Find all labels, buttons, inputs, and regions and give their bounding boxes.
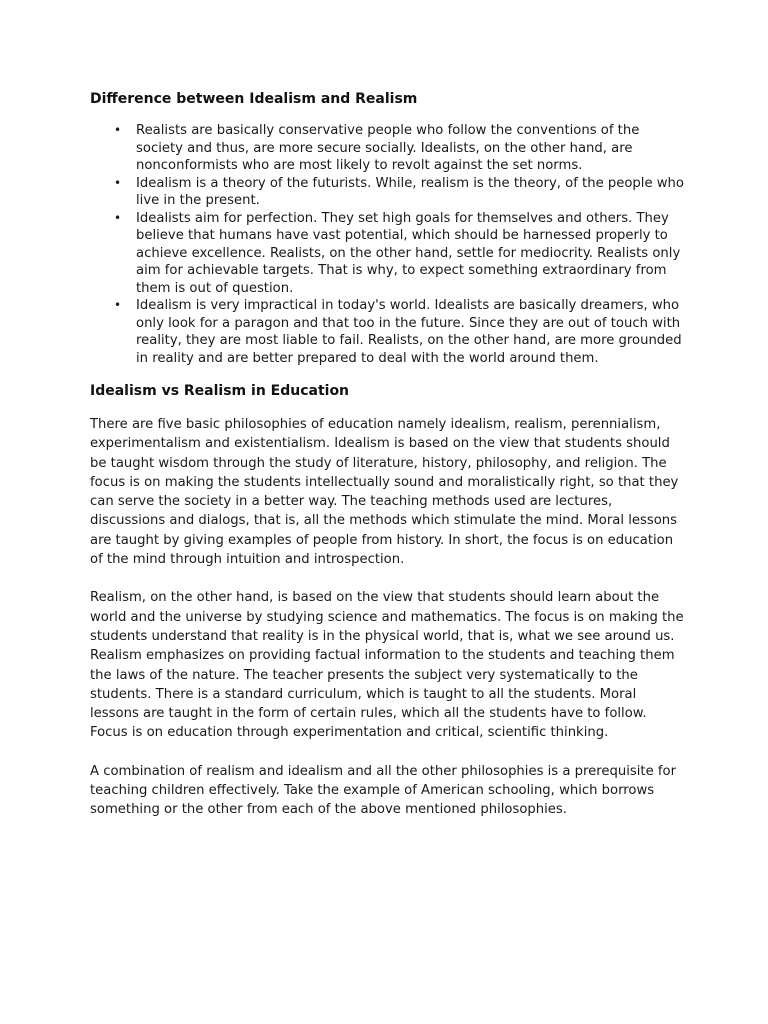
bullet-item xyxy=(114,122,686,175)
section-heading-difference: Difference between Idealism and Realism xyxy=(90,91,418,107)
bullet-dot-icon: • xyxy=(114,123,122,137)
bullet-text: Idealists aim for perfection. They set high goals for themselves and others. They believe that humans have vast potential, which should be harnessed properly to achieve excellence. Realists, on the other hand, settle for mediocrity. Realists only aim for achievable targets. That is why, to expect something extraordinary from them is out of question. xyxy=(136,210,681,296)
paragraph-combination: A combination of realism and idealism and all the other philosophies is a prerequisite for teaching children effectively. Take the example of American schooling, which borrows something or the other from each of the above mentioned philosophies. xyxy=(90,763,677,818)
bullet-item xyxy=(114,297,686,367)
bullet-dot-icon: • xyxy=(114,175,122,190)
bullet-text: Idealism is very impractical in today's world. Idealists are basically dreamers, who only look for a paragon and that too in the future. Since they are out of touch with reality, they are most liable to fail. Realists, on the other hand, are more grounded in reality and are better prepared to deal with the world around them. xyxy=(136,298,682,366)
document-page xyxy=(90,89,686,839)
difference-bullet-list xyxy=(90,122,686,367)
bullet-text: Idealism is a theory of the futurists. While, realism is the theory, of the people who live in the present. xyxy=(136,175,684,208)
paragraph-realism: Realism, on the other hand, is based on the view that students should learn about the world and the universe by studying science and mathematics. The focus is on making the students understand that reality is in the physical world, that is, what we see around us. Realism emphasizes on providing factual information to the students and teaching them the laws of the nature. The teacher presents the subject very systematically to the students. There is a standard curriculum, which is taught to all the students. Moral lessons are taught in the form of certain rules, which all the students have to follow. Focus is on education through experimentation and critical, scientific thinking. xyxy=(90,590,684,741)
bullet-text: Realists are basically conservative people who follow the conventions of the society and thus, are more secure socially. Idealists, on the other hand, are nonconformists who are most likely to revolt against the set norms. xyxy=(136,123,640,173)
bullet-dot-icon: • xyxy=(114,210,122,225)
bullet-dot-icon: • xyxy=(114,298,122,312)
bullet-item xyxy=(114,175,686,210)
section-heading-education: Idealism vs Realism in Education xyxy=(90,383,350,399)
paragraph-idealism: There are five basic philosophies of education namely idealism, realism, perennialism, experimentalism and existentialism. Idealism is based on the view that students should be taught wisdom through the study of literature, history, philosophy, and religion. The focus is on making the students intellectually sound and moralistically right, so that they can serve the society in a better way. The teaching methods used are lectures, discussions and dialogs, that is, all the methods which stimulate the mind. Moral lessons are taught by giving examples of people from history. In short, the focus is on education of the mind through intuition and introspection. xyxy=(90,417,679,568)
bullet-item xyxy=(114,210,686,298)
